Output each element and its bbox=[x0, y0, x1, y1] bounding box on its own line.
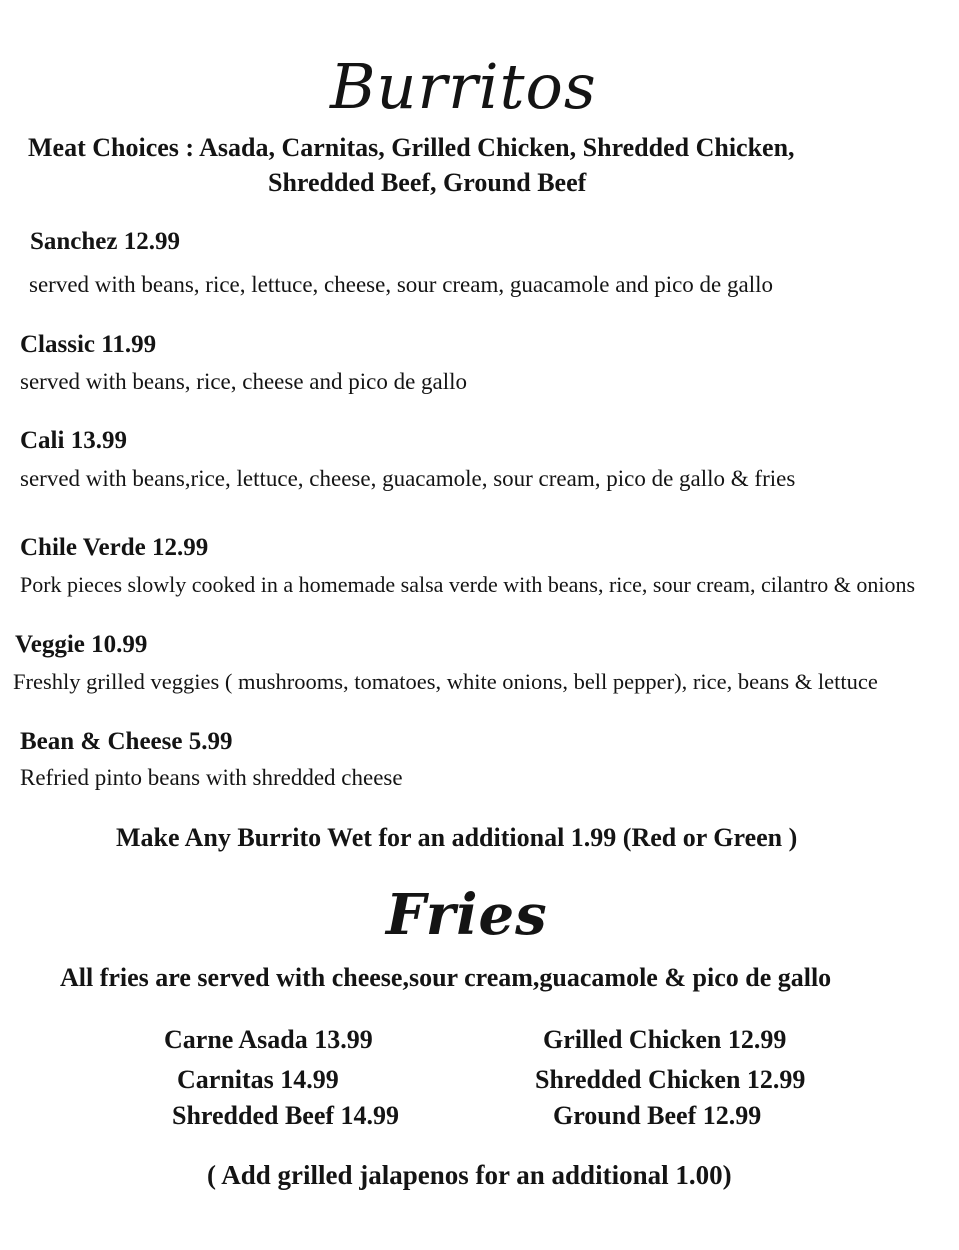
item-name-bean-cheese: Bean & Cheese 5.99 bbox=[20, 728, 233, 755]
jalapeno-note: ( Add grilled jalapenos for an additional 1.00) bbox=[207, 1160, 732, 1190]
fries-title: Fries bbox=[386, 882, 548, 948]
meat-choices-line2: Shredded Beef, Ground Beef bbox=[268, 168, 587, 197]
burritos-title: Burritos bbox=[330, 50, 597, 123]
fries-carne-asada: Carne Asada 13.99 bbox=[164, 1025, 373, 1054]
item-desc-bean-cheese: Refried pinto beans with shredded cheese bbox=[20, 765, 403, 790]
item-desc-cali: served with beans,rice, lettuce, cheese, guacamole, sour cream, pico de gallo & fries bbox=[20, 466, 796, 491]
item-name-veggie: Veggie 10.99 bbox=[15, 631, 148, 658]
fries-ground-beef: Ground Beef 12.99 bbox=[553, 1101, 762, 1130]
item-name-cali: Cali 13.99 bbox=[20, 427, 127, 454]
fries-shredded-beef: Shredded Beef 14.99 bbox=[172, 1101, 400, 1130]
item-name-classic: Classic 11.99 bbox=[20, 331, 157, 358]
fries-carnitas: Carnitas 14.99 bbox=[177, 1065, 339, 1094]
item-name-chile-verde: Chile Verde 12.99 bbox=[20, 534, 209, 561]
item-desc-veggie: Freshly grilled veggies ( mushrooms, tomatoes, white onions, bell pepper), rice, beans & lettuce bbox=[13, 669, 878, 694]
item-desc-classic: served with beans, rice, cheese and pico de gallo bbox=[20, 369, 468, 394]
item-desc-chile-verde: Pork pieces slowly cooked in a homemade salsa verde with beans, rice, sour cream, cilantro & onions bbox=[20, 572, 916, 597]
meat-choices-line1: Meat Choices : Asada, Carnitas, Grilled Chicken, Shredded Chicken, bbox=[28, 133, 795, 162]
fries-shredded-chicken: Shredded Chicken 12.99 bbox=[535, 1065, 806, 1094]
item-desc-sanchez: served with beans, rice, lettuce, cheese, sour cream, guacamole and pico de gallo bbox=[29, 272, 773, 297]
fries-grilled-chicken: Grilled Chicken 12.99 bbox=[543, 1025, 787, 1054]
fries-subtitle: All fries are served with cheese,sour cream,guacamole & pico de gallo bbox=[60, 963, 832, 992]
wet-burrito-note: Make Any Burrito Wet for an additional 1.99 (Red or Green ) bbox=[116, 823, 798, 852]
item-name-sanchez: Sanchez 12.99 bbox=[30, 228, 180, 255]
